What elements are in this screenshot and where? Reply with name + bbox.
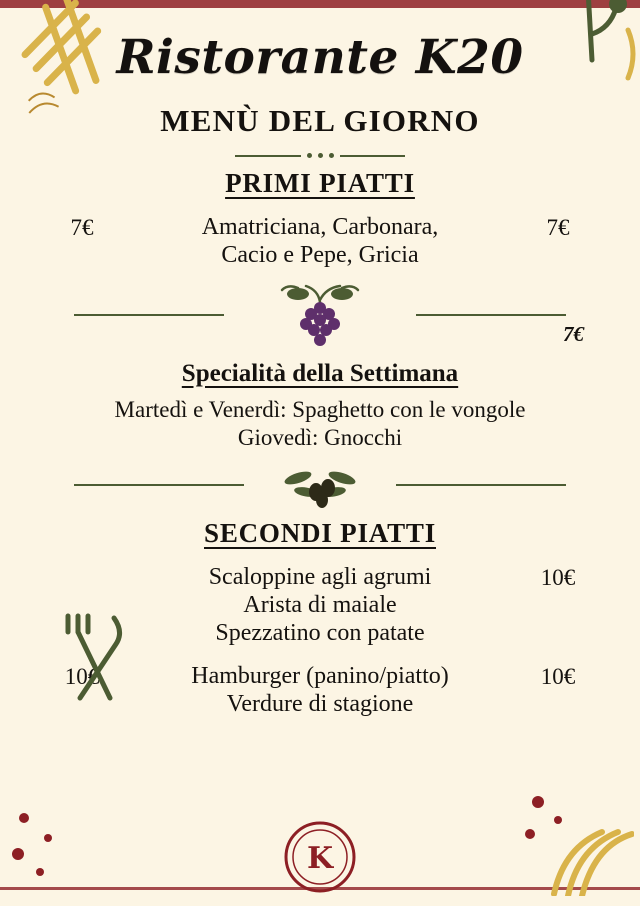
menu-row-primi — [46, 213, 594, 270]
ornament-grapes — [46, 280, 594, 350]
ornament-line-right — [396, 484, 566, 486]
k20-logo-icon — [277, 814, 363, 900]
ornament-line-left — [74, 314, 224, 316]
dish-line: Martedì e Venerdì: Spaghetto con le vongole — [114, 396, 526, 422]
dots-decoration-icon — [4, 798, 94, 888]
dish-list-primi — [118, 213, 522, 270]
olives-icon — [272, 462, 368, 508]
dish-line: Giovedì: Gnocchi — [237, 424, 403, 450]
dish-line: Scaloppine agli agrumi — [208, 563, 432, 590]
divider-line-right — [340, 155, 406, 157]
ornament-olives — [46, 462, 594, 508]
dish-list-specialita — [46, 396, 594, 452]
ornament-line-left — [74, 484, 244, 486]
divider-dot — [329, 153, 334, 158]
menu-subtitle: MENÙ DEL GIORNO — [160, 103, 480, 138]
pasta-doodle-icon — [524, 786, 634, 896]
section-title-secondi: SECONDI PIATTI — [204, 517, 436, 548]
grapes-icon — [268, 280, 372, 350]
price-left-spacer — [46, 563, 118, 565]
svg-text:K: K — [306, 841, 334, 876]
price-left-primi: 7€ — [70, 215, 94, 240]
divider-dot — [318, 153, 323, 158]
dish-list-secondi-2 — [118, 662, 522, 719]
floating-price-specialita: 7€ — [563, 321, 584, 346]
dish-line: Amatriciana, Carbonara, — [201, 214, 439, 240]
price-right-primi: 7€ — [546, 215, 570, 240]
dish-line: Verdure di stagione — [226, 690, 414, 717]
dish-line: Hamburger (panino/piatto) — [191, 662, 449, 689]
divider-dot — [307, 153, 312, 158]
price-left-secondi-2: 10€ — [64, 663, 100, 689]
section-title-primi: PRIMI PIATTI — [225, 168, 415, 198]
price-right-secondi-2: 10€ — [540, 663, 576, 689]
divider-dots — [235, 153, 405, 158]
dish-line: Spezzatino con patate — [215, 620, 425, 647]
fork-knife-icon — [56, 610, 130, 702]
divider-line-left — [235, 155, 301, 157]
restaurant-name: Ristorante K20 — [116, 30, 524, 85]
dish-list-secondi-1 — [118, 563, 522, 648]
ornament-line-right — [416, 314, 566, 316]
dish-line: Arista di maiale — [243, 592, 397, 619]
section-title-specialita: Specialità della Settimana — [181, 359, 459, 387]
dish-line: Cacio e Pepe, Gricia — [221, 242, 419, 269]
price-right-secondi-1: 10€ — [540, 564, 576, 590]
